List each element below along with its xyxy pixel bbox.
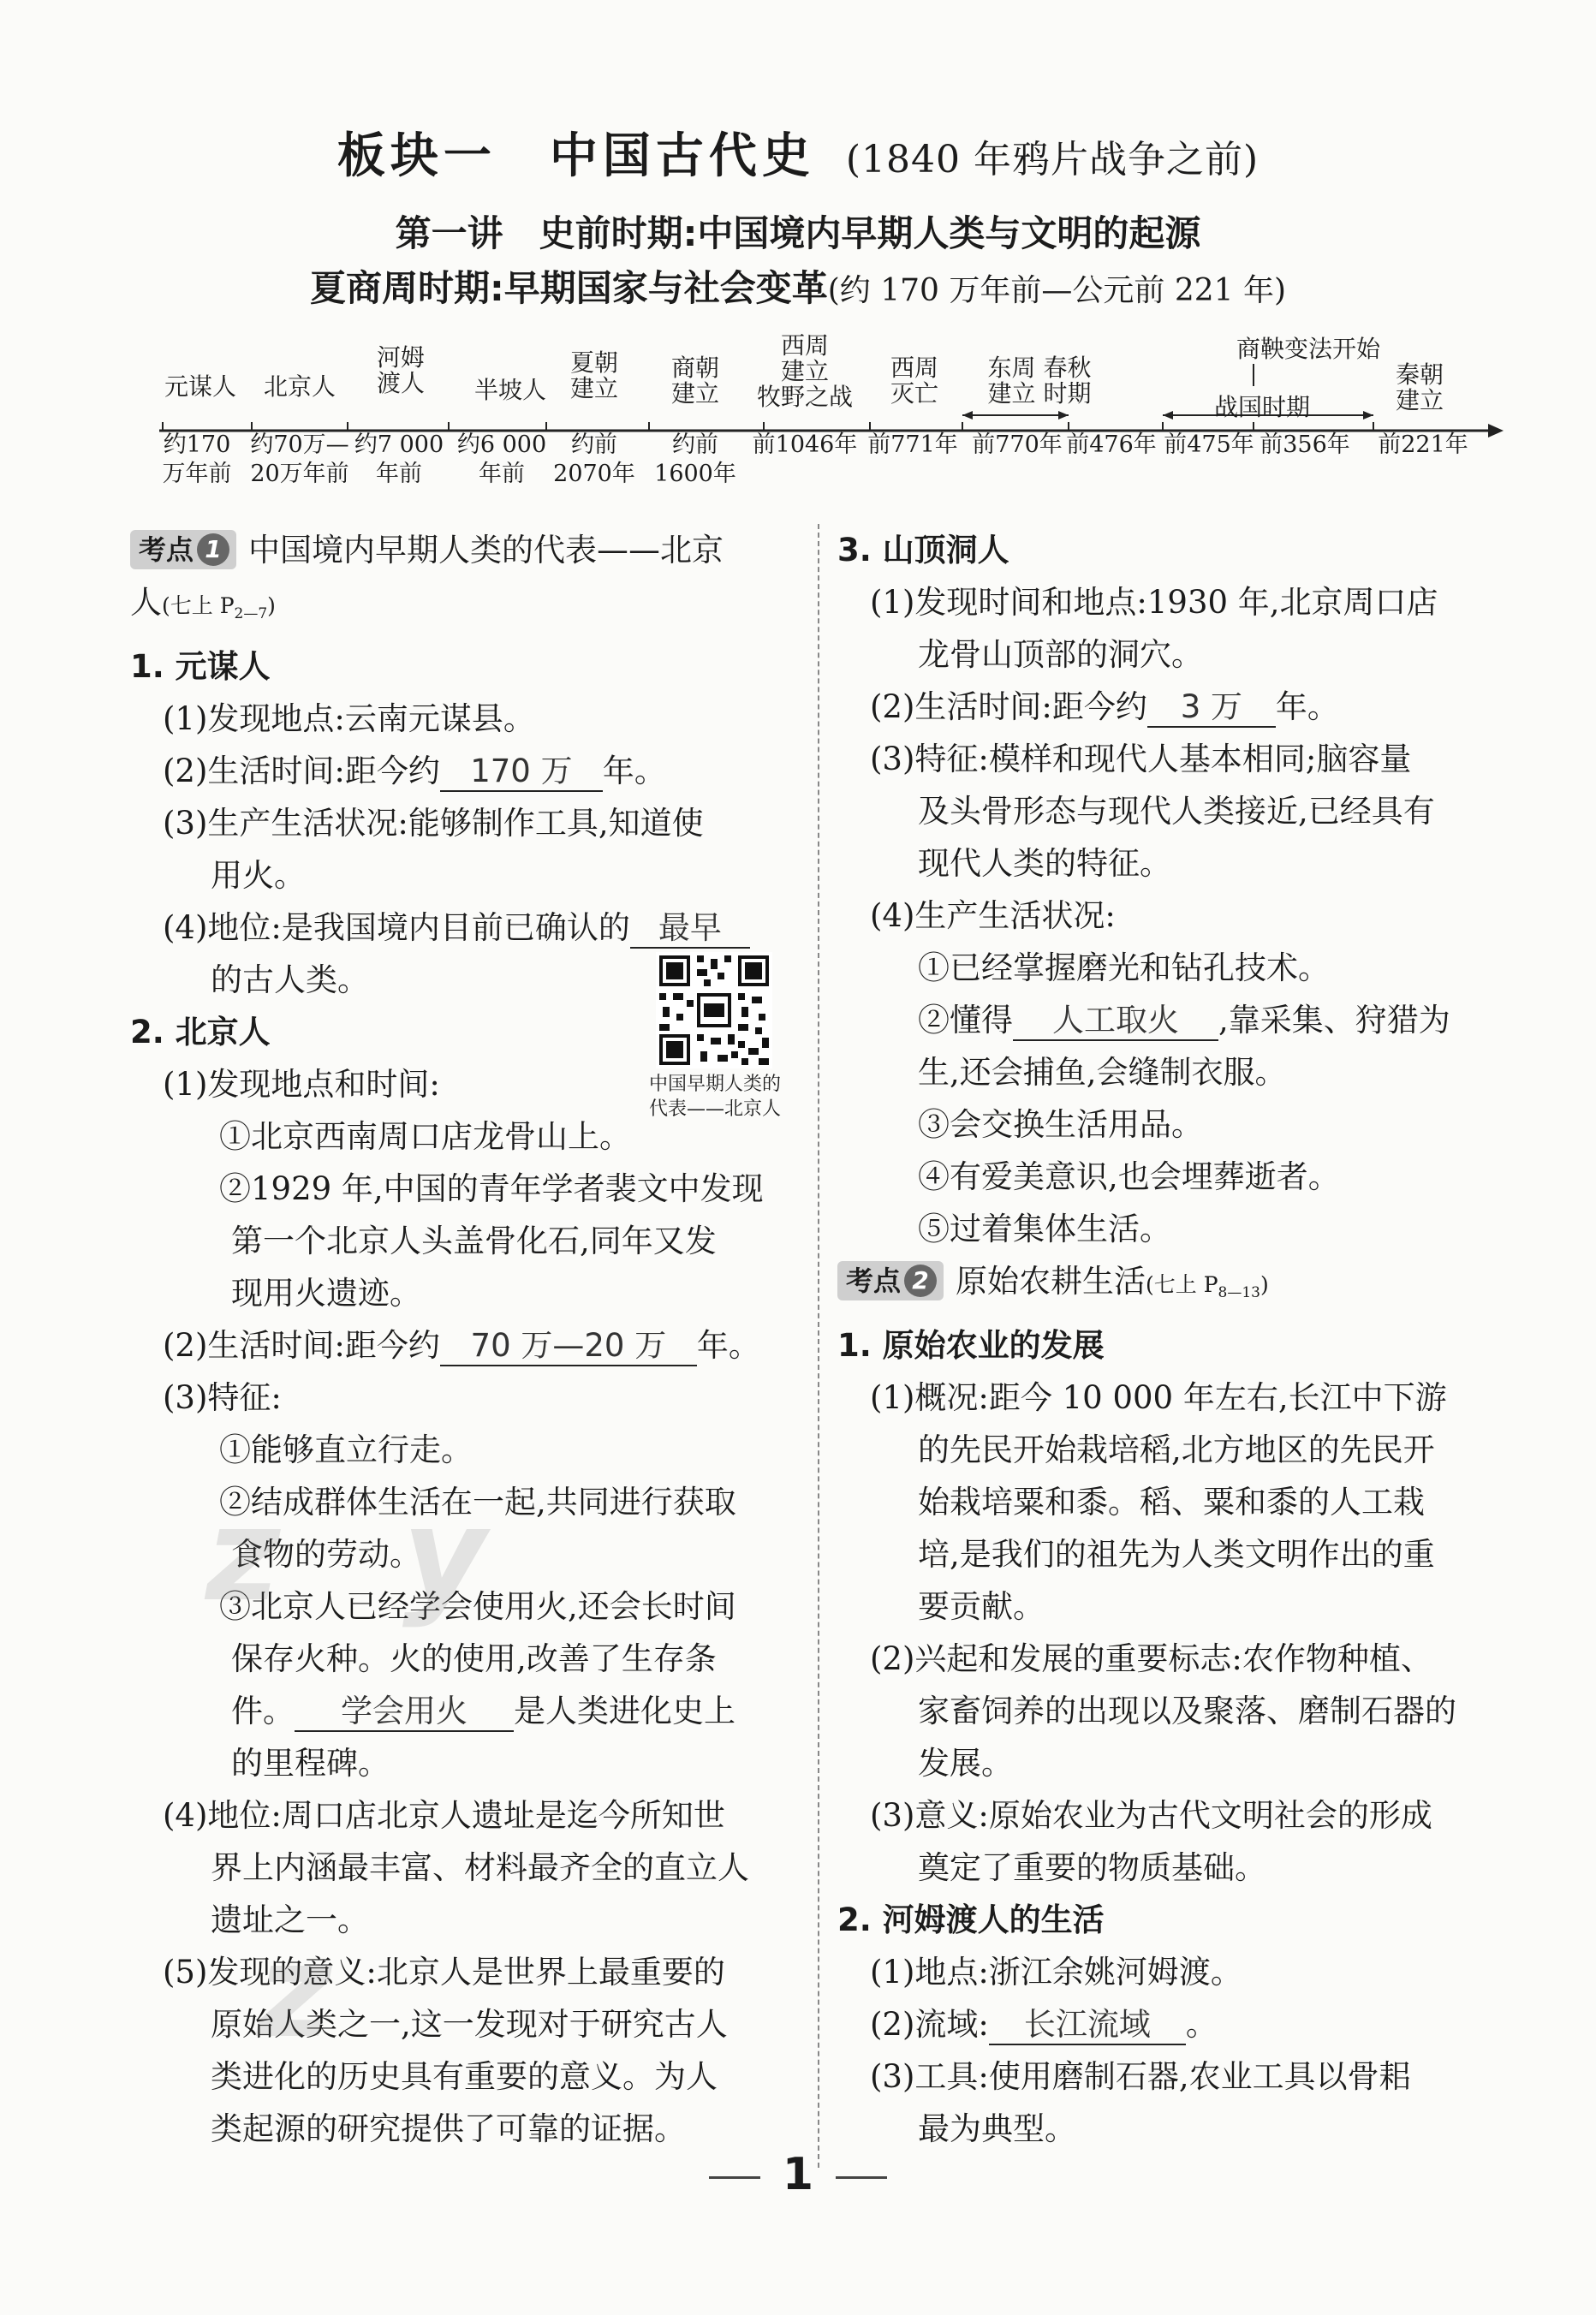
tl-event-yuanmou: 元谋人 [164, 372, 237, 401]
tl-date-2: 约70万— 20万年前 [250, 431, 349, 487]
qr-code-icon [656, 952, 772, 1068]
text-line: 的先民开始栽培稻,北方地区的先民开 [918, 1431, 1435, 1468]
tl-date-8: 前771年 [867, 431, 958, 458]
text-line: ③北京人已经学会使用火,还会长时间 [219, 1588, 736, 1625]
text-line: 最为典型。 [918, 2110, 1076, 2147]
tl-date-5: 约前 2070年 [553, 431, 635, 487]
tl-event-xia: 夏朝 建立 [569, 348, 619, 402]
answer-blank: 学会用火 [295, 1693, 514, 1732]
tl-event-eastern-zhou: 东周 春秋 建立 时期 [987, 354, 1092, 408]
text-line: 遗址之一。 [211, 1901, 369, 1938]
answer-blank: 人工取火 [1013, 1002, 1218, 1041]
tl-event-banpo: 半坡人 [473, 376, 547, 404]
tl-event-shang: 商朝 建立 [670, 354, 720, 408]
text-line: (1)发现地点:云南元谋县。 [163, 700, 535, 737]
subsection-title: 1. 元谋人 [130, 648, 271, 685]
text-line: (4)生产生活状况: [870, 897, 1116, 934]
text-line: ①能够直立行走。 [219, 1431, 473, 1468]
page-number-dash [836, 2176, 887, 2179]
text-line: (3)特征: [163, 1379, 282, 1416]
watermark: z [257, 1918, 329, 2067]
text-line: 发展。 [918, 1745, 1013, 1782]
subsection-title: 3. 山顶洞人 [837, 532, 1009, 568]
tl-date-10: 前476年 [1066, 431, 1157, 458]
text-line: 生,还会捕鱼,会缝制衣服。 [918, 1054, 1287, 1091]
tl-date-12: 前356年 [1260, 431, 1350, 458]
watermark: z [205, 1481, 277, 1630]
text-line: 家畜饲养的出现以及聚落、磨制石器的 [918, 1693, 1456, 1729]
text-line-with-blank: 件。 学会用火 是人类进化史上 [130, 1685, 801, 1737]
text-line: (4)地位:周口店北京人遗址是迄今所知世 [163, 1797, 725, 1834]
text-line-with-blank: ②懂得 人工取火 ,靠采集、狩猎为 [837, 994, 1509, 1046]
text-line: ④有爱美意识,也会埋葬逝者。 [918, 1158, 1340, 1195]
section-title: 板块一 中国古代史 (1840 年鸦片战争之前) [336, 128, 1260, 184]
kaodian-1-heading: 考点 1 中国境内早期人类的代表——北京 [130, 524, 801, 576]
text-line: ③会交换生活用品。 [918, 1106, 1203, 1143]
text-line: (3)特征:模样和现代人基本相同;脑容量 [870, 741, 1412, 777]
column-divider [818, 524, 819, 2168]
kaodian-badge: 考点 2 [837, 1261, 944, 1300]
answer-blank: 最早 [630, 909, 750, 949]
text-line: 的里程碑。 [231, 1745, 390, 1782]
subsection-title: 2. 北京人 [130, 1014, 271, 1050]
text-line: 始栽培粟和黍。稻、粟和黍的人工栽 [918, 1484, 1425, 1521]
tl-date-11: 前475年 [1164, 431, 1254, 458]
right-column [837, 524, 1509, 2155]
textbook-reference: (七上 $P_{2—7}$) [162, 593, 276, 622]
watermark: y [402, 1481, 483, 1630]
tl-event-hemudu: 河姆 渡人 [376, 343, 426, 397]
text-line: (2)兴起和发展的重要标志:农作物种植、 [870, 1640, 1432, 1677]
text-line: ⑤过着集体生活。 [918, 1211, 1171, 1247]
tl-date-1: 约170 万年前 [162, 431, 232, 487]
text-line: (1)地点:浙江余姚河姆渡。 [870, 1954, 1242, 1991]
answer-blank: 170 万 [440, 753, 603, 792]
page-number-dash [709, 2176, 760, 2179]
text-line: 第一个北京人头盖骨化石,同年又发 [231, 1223, 717, 1259]
left-column [130, 524, 801, 2155]
answer-blank: 3 万 [1147, 688, 1276, 728]
text-line: 龙骨山顶部的洞穴。 [918, 636, 1203, 673]
text-line-with-blank: (4)地位:是我国境内目前已确认的 最早 [130, 902, 801, 954]
text-line: 要贡献。 [918, 1588, 1045, 1625]
tl-date-7: 前1046年 [752, 431, 858, 458]
text-line: 及头骨形态与现代人类接近,已经具有 [918, 793, 1435, 830]
text-line: 类起源的研究提供了可靠的证据。 [211, 2110, 686, 2147]
text-line: (3)工具:使用磨制石器,农业工具以骨耜 [870, 2058, 1411, 2095]
text-line: 类进化的历史具有重要的意义。为人 [211, 2058, 718, 2095]
tl-date-6: 约前 1600年 [654, 431, 736, 487]
tl-date-13: 前221年 [1378, 431, 1468, 458]
text-line: ①已经掌握磨光和钻孔技术。 [918, 949, 1330, 986]
qr-caption: 中国早期人类的 代表——北京人 [648, 1074, 781, 1120]
text-line: (3)生产生活状况:能够制作工具,知道使 [163, 805, 704, 842]
text-line: (1)发现地点和时间: [163, 1066, 440, 1103]
tl-event-western-zhou: 西周 建立 牧野之战 [756, 331, 854, 411]
text-line: 界上内涵最丰富、材料最齐全的直立人 [211, 1849, 749, 1886]
text-line: (3)意义:原始农业为古代文明社会的形成 [870, 1797, 1432, 1834]
text-line: 培,是我们的祖先为人类文明作出的重 [918, 1536, 1435, 1573]
tl-date-9: 前770年 [972, 431, 1063, 458]
text-line: 用火。 [211, 857, 306, 894]
text-line: ①北京西南周口店龙骨山上。 [219, 1118, 631, 1155]
text-line: 现用火遗迹。 [231, 1275, 421, 1312]
tl-event-shang-yang: 商鞅变法开始 [1236, 335, 1381, 363]
subsection-title: 1. 原始农业的发展 [837, 1327, 1105, 1364]
textbook-reference: (七上 $P_{8—13}$) [1146, 1272, 1269, 1301]
text-line: 保存火种。火的使用,改善了生存条 [231, 1640, 717, 1677]
text-line-with-blank: (2)生活时间:距今约 70 万—20 万 年。 [130, 1319, 801, 1372]
kaodian-1-heading-cont: 人(七上 $P_{2—7}$) [130, 584, 276, 622]
text-line: 原始人类之一,这一发现对于研究古人 [211, 2006, 728, 2043]
text-line: ②1929 年,中国的青年学者裴文中发现 [219, 1170, 764, 1207]
text-line: ②结成群体生活在一起,共同进行获取 [219, 1484, 736, 1521]
tl-event-qin: 秦朝 建立 [1395, 360, 1444, 414]
text-line: 现代人类的特征。 [918, 845, 1171, 882]
tl-event-beijing: 北京人 [263, 372, 336, 401]
text-line-with-blank: (2)生活时间:距今约 3 万 年。 [837, 681, 1509, 733]
text-line: (1)概况:距今 10 000 年左右,长江中下游 [870, 1379, 1447, 1416]
subsection-title: 2. 河姆渡人的生活 [837, 1901, 1105, 1938]
answer-blank: 70 万—20 万 [440, 1327, 697, 1366]
timeline [0, 330, 1596, 509]
tl-date-4: 约6 000 年前 [456, 431, 547, 487]
tl-event-western-zhou-fall: 西周 灭亡 [890, 354, 939, 408]
kaodian-badge: 考点 1 [130, 530, 236, 569]
lecture-title-line2: 夏商周时期:早期国家与社会变革(约 170 万年前—公元前 221 年) [309, 267, 1287, 309]
page-number: 1 [0, 2149, 1596, 2200]
tl-event-warring-states: 战国时期 [1213, 393, 1311, 421]
kaodian-2-heading: 考点 2 原始农耕生活(七上 $P_{8—13}$) [837, 1255, 1509, 1319]
text-line: (5)发现的意义:北京人是世界上最重要的 [163, 1954, 725, 1991]
qr-code[interactable] [656, 952, 772, 1068]
answer-blank: 长江流域 [989, 2006, 1186, 2045]
text-line-with-blank: (2)流域: 长江流域 。 [837, 1998, 1509, 2050]
text-line: 奠定了重要的物质基础。 [918, 1849, 1266, 1886]
text-line: 食物的劳动。 [231, 1536, 421, 1573]
text-line: 的古人类。 [211, 961, 369, 998]
lecture-title-line1: 第一讲 史前时期:中国境内早期人类与文明的起源 [395, 212, 1201, 254]
text-line: (1)发现时间和地点:1930 年,北京周口店 [870, 584, 1438, 621]
tl-date-3: 约7 000 年前 [354, 431, 444, 487]
text-line-with-blank: (2)生活时间:距今约 170 万 年。 [130, 745, 801, 797]
